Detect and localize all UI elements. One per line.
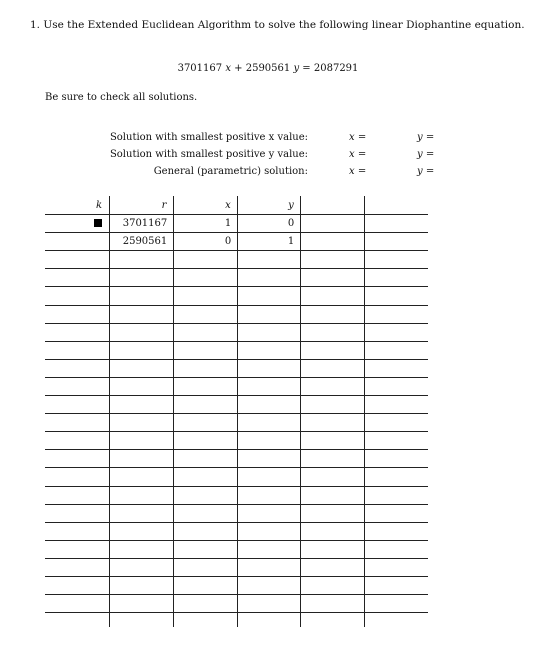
table-rule [45, 305, 428, 306]
table-rule [45, 504, 428, 505]
table-rule [45, 558, 428, 559]
answer-x-field[interactable]: x = [349, 149, 367, 160]
table-rule [45, 431, 428, 432]
table-cell-r[interactable]: 2590561 [122, 236, 168, 247]
answer-y-field[interactable]: y = [417, 132, 435, 143]
table-rule [45, 341, 428, 342]
table-rule [45, 467, 428, 468]
table-cell-x[interactable]: 1 [224, 218, 232, 229]
problem-statement: 1. Use the Extended Euclidean Algorithm to solve the following linear Diophantine equation. [30, 19, 525, 31]
table-cell-r[interactable]: 3701167 [122, 218, 168, 229]
table-rule [45, 612, 428, 613]
answer-y-field[interactable]: y = [417, 149, 435, 160]
plus-sign: + [234, 63, 243, 74]
coefficient-b: 2590561 [245, 63, 291, 74]
column-header-x: x [225, 200, 231, 211]
answer-y-field[interactable]: y = [417, 166, 435, 177]
table-rule [45, 359, 428, 360]
table-rule [45, 250, 428, 251]
column-header-y: y [288, 200, 294, 211]
solution-row-smallest-x [0, 132, 536, 148]
table-cell-y[interactable]: 0 [287, 218, 295, 229]
variable-x: x [225, 63, 231, 74]
column-header-r: r [161, 200, 167, 211]
table-rule [45, 522, 428, 523]
solution-label: General (parametric) solution: [153, 166, 308, 177]
solution-row-general [0, 166, 536, 182]
table-rule [45, 449, 428, 450]
answer-x-field[interactable]: x = [349, 132, 367, 143]
diophantine-equation [0, 63, 536, 74]
table-rule [45, 576, 428, 577]
solution-label: Solution with smallest positive x value: [109, 132, 308, 143]
table-column-divider [300, 196, 301, 627]
table-column-divider [237, 196, 238, 627]
column-header-k: k [95, 200, 103, 211]
table-rule [45, 286, 428, 287]
coefficient-a: 3701167 [177, 63, 223, 74]
table-rule [45, 413, 428, 414]
table-cell-y[interactable]: 1 [287, 236, 295, 247]
table-rule [45, 323, 428, 324]
table-rule [45, 232, 428, 233]
table-rule [45, 486, 428, 487]
equals-sign: = [302, 63, 311, 74]
solution-row-smallest-y [0, 149, 536, 165]
table-rule [45, 268, 428, 269]
table-rule [45, 594, 428, 595]
variable-y: y [293, 63, 300, 74]
table-column-divider [173, 196, 174, 627]
instruction-note: Be sure to check all solutions. [45, 92, 198, 103]
table-rule [45, 540, 428, 541]
table-rule [45, 395, 428, 396]
table-rule [45, 214, 428, 215]
table-rule [45, 377, 428, 378]
table-column-divider [364, 196, 365, 627]
current-step-marker-icon [94, 219, 102, 227]
table-cell-x[interactable]: 0 [224, 236, 232, 247]
answer-x-field[interactable]: x = [349, 166, 367, 177]
solution-label: Solution with smallest positive y value: [109, 149, 308, 160]
constant-c: 2087291 [313, 63, 359, 74]
table-column-divider [109, 196, 110, 627]
